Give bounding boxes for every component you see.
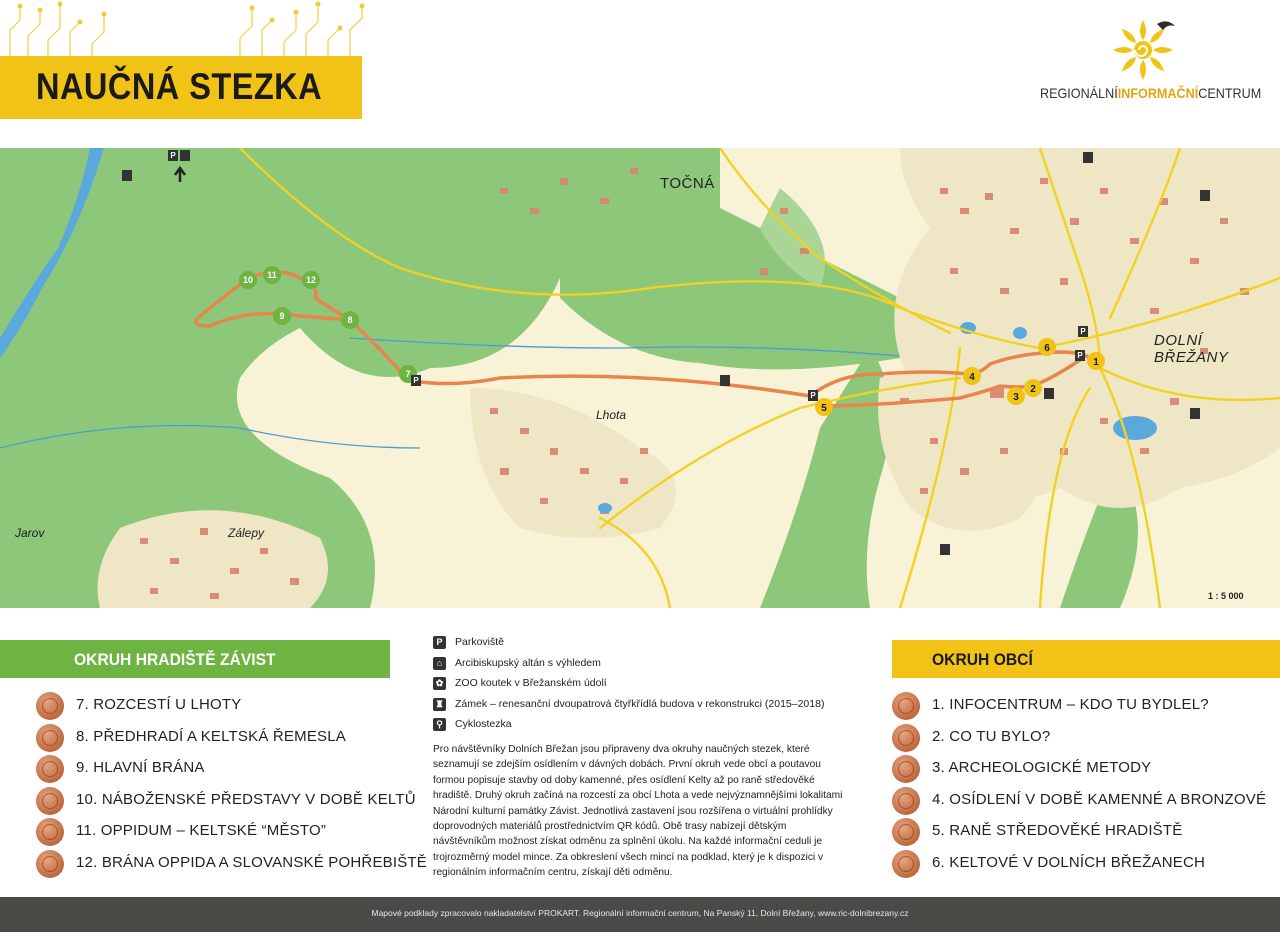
bicycle-icon: ⚲ bbox=[433, 718, 446, 731]
place-dolni-brezany: DOLNÍ BŘEŽANY bbox=[1154, 332, 1229, 366]
coin-icon bbox=[36, 850, 64, 878]
svg-text:1: 1 bbox=[1093, 357, 1099, 368]
coin-icon bbox=[36, 755, 64, 783]
svg-text:P: P bbox=[170, 151, 176, 160]
coin-icon bbox=[892, 818, 920, 846]
route-obci-header: OKRUH OBCÍ bbox=[892, 640, 1280, 678]
legend-item: ⌂ Arcibiskupský altán s výhledem bbox=[433, 656, 853, 677]
coin-icon bbox=[36, 724, 64, 752]
logo-text: REGIONÁLNÍINFORMAČNÍCENTRUM bbox=[1040, 85, 1262, 101]
svg-text:P: P bbox=[1080, 327, 1086, 336]
coin-icon bbox=[892, 692, 920, 720]
svg-text:6: 6 bbox=[1044, 343, 1050, 354]
trail-map[interactable] bbox=[0, 148, 1280, 608]
map-scale: 1 : 5 000 bbox=[1208, 591, 1244, 601]
parking-icon: P bbox=[433, 636, 446, 649]
coin-icon bbox=[36, 692, 64, 720]
page-title: NAUČNÁ STEZKA bbox=[36, 66, 323, 107]
legend-item: ⚲ Cyklostezka bbox=[433, 717, 853, 738]
legend-item: ♜ Zámek – renesanční dvoupatrová čtyřkřídlá budova v rekonstrukci (2015–2018) bbox=[433, 697, 853, 718]
coin-icon bbox=[892, 724, 920, 752]
place-zalepy: Zálepy bbox=[228, 526, 265, 540]
coin-icon bbox=[892, 850, 920, 878]
legend-item: P Parkoviště bbox=[433, 635, 853, 656]
circuit-decoration bbox=[0, 0, 370, 56]
svg-text:5: 5 bbox=[821, 403, 827, 414]
trail-description: Pro návštěvníky Dolních Břežan jsou připraveny dva okruhy naučných stezek, které seznamují se zdejším osídlením v dávných dobách. První okruh vede obcí a poutavou formou popisuje stavby od doby kamenné, přes osídlení Kelty až po raně středověké hradiště. Druhý okruh začíná na rozcestí za obcí Lhota a vede nejvýznamnějšími lokalitami Národní kulturní památky Závist. Jednotlivá zastavení jsou rozšířena o virtuální prohlídky doprovodných materiálů prostřednictvím QR kódů. Obě trasy nabízejí dětským návštěvníkům možnost získat odměnu za splnění úkolu. Na každé informační ceduli je trojrozměrný model mince. Za obkreslení všech mincí na podklad, který je k dispozici v regionálním informačním centru, získají děti odměnu. bbox=[433, 744, 843, 879]
svg-text:11: 11 bbox=[267, 270, 277, 280]
svg-text:8: 8 bbox=[347, 315, 353, 325]
svg-text:4: 4 bbox=[969, 372, 975, 383]
coin-icon bbox=[892, 787, 920, 815]
place-tocna: TOČNÁ bbox=[660, 175, 715, 192]
route-hradiste-header: OKRUH HRADIŠTĚ ZÁVIST bbox=[0, 640, 390, 678]
svg-text:12: 12 bbox=[305, 275, 317, 285]
legend-item: ✿ ZOO koutek v Břežanském údolí bbox=[433, 676, 853, 697]
gazebo-icon: ⌂ bbox=[433, 657, 446, 670]
coin-icon bbox=[36, 787, 64, 815]
svg-text:10: 10 bbox=[242, 275, 254, 285]
svg-text:3: 3 bbox=[1013, 392, 1019, 403]
svg-text:7: 7 bbox=[405, 369, 411, 379]
castle-icon: ♜ bbox=[433, 698, 446, 711]
map-legend bbox=[433, 635, 853, 738]
coin-icon bbox=[36, 818, 64, 846]
place-jarov: Jarov bbox=[15, 526, 45, 540]
paw-icon: ✿ bbox=[433, 677, 446, 690]
svg-text:P: P bbox=[810, 391, 816, 400]
place-lhota: Lhota bbox=[596, 408, 627, 422]
svg-text:P: P bbox=[1077, 351, 1083, 360]
svg-text:9: 9 bbox=[279, 311, 285, 321]
coin-icon bbox=[892, 755, 920, 783]
svg-text:2: 2 bbox=[1030, 384, 1036, 395]
footer: Mapové podklady zpracovalo nakladatelství PROKART. Regionální informační centrum, Na Panský 11, Dolní Břežany, www.ric-dolnibrezany.cz bbox=[0, 897, 1280, 932]
svg-text:P: P bbox=[413, 376, 419, 385]
